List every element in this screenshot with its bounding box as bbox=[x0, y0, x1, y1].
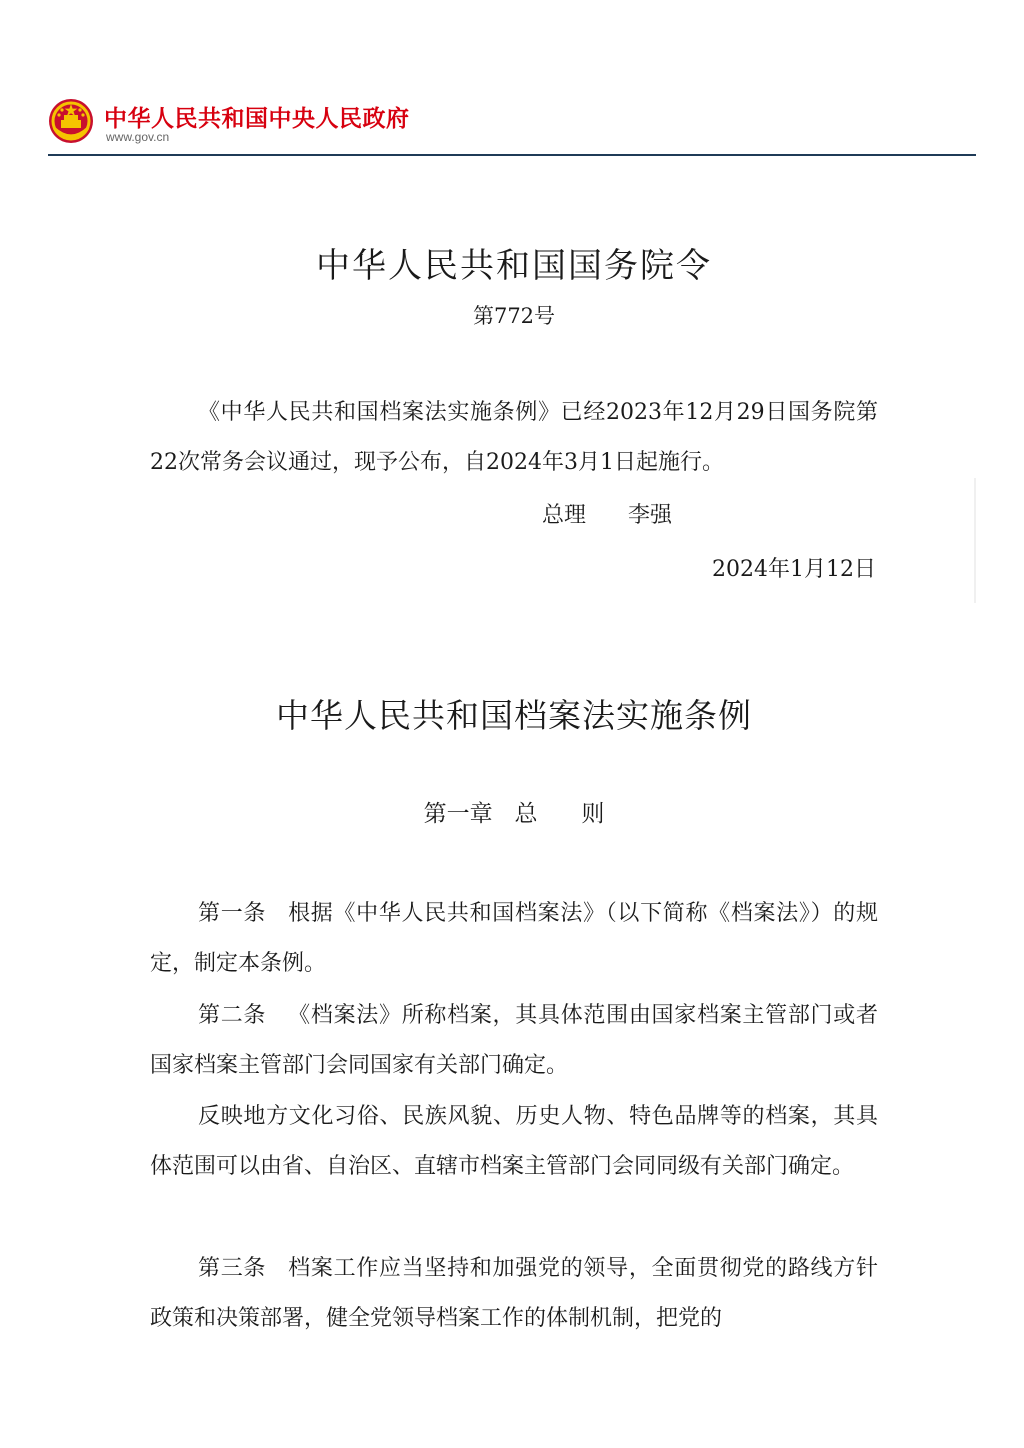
signer-name: 李强 bbox=[627, 503, 672, 528]
regulation-title: 中华人民共和国档案法实施条例 bbox=[276, 696, 752, 735]
chapter-name-1: 总 bbox=[514, 801, 538, 827]
signer-title: 总理 bbox=[542, 503, 587, 528]
side-divider bbox=[974, 478, 976, 603]
chapter-label: 第一章 bbox=[423, 801, 493, 827]
article-2 bbox=[150, 991, 878, 1091]
article-2-paragraph-2 bbox=[150, 1092, 878, 1192]
article-label: 第二条 bbox=[198, 1003, 267, 1028]
header-divider bbox=[48, 154, 976, 156]
order-number: 第772号 bbox=[472, 304, 556, 328]
order-body: 《中华人民共和国档案法实施条例》已经2023年12月29日国务院第22次常务会议通过，现予公布，自2024年3月1日起施行。 bbox=[150, 400, 878, 475]
chapter-name-2: 则 bbox=[581, 801, 605, 827]
article-text: 《档案法》所称档案，其具体范围由国家档案主管部门或者国家档案主管部门会同国家有关部门确定。 bbox=[150, 1003, 878, 1078]
article-3 bbox=[150, 1244, 878, 1344]
article-text: 档案工作应当坚持和加强党的领导，全面贯彻党的路线方针政策和决策部署，健全党领导档案工作的体制机制，把党的 bbox=[150, 1256, 878, 1331]
signature-block bbox=[542, 498, 672, 529]
site-header bbox=[48, 94, 976, 156]
site-name[interactable]: 中华人民共和国中央人民政府 bbox=[104, 106, 410, 132]
national-emblem-icon[interactable] bbox=[48, 98, 94, 144]
article-label: 第一条 bbox=[198, 901, 267, 926]
article-1 bbox=[150, 889, 878, 989]
order-date: 2024年1月12日 bbox=[712, 557, 876, 582]
site-url[interactable]: www.gov.cn bbox=[106, 130, 170, 144]
article-label: 第三条 bbox=[198, 1256, 267, 1281]
order-title: 中华人民共和国国务院令 bbox=[316, 246, 712, 286]
article-text: 根据《中华人民共和国档案法》（以下简称《档案法》）的规定，制定本条例。 bbox=[150, 901, 878, 976]
chapter-heading bbox=[150, 795, 878, 828]
article-text: 反映地方文化习俗、民族风貌、历史人物、特色品牌等的档案，其具体范围可以由省、自治区、直辖市档案主管部门会同同级有关部门确定。 bbox=[150, 1104, 878, 1179]
